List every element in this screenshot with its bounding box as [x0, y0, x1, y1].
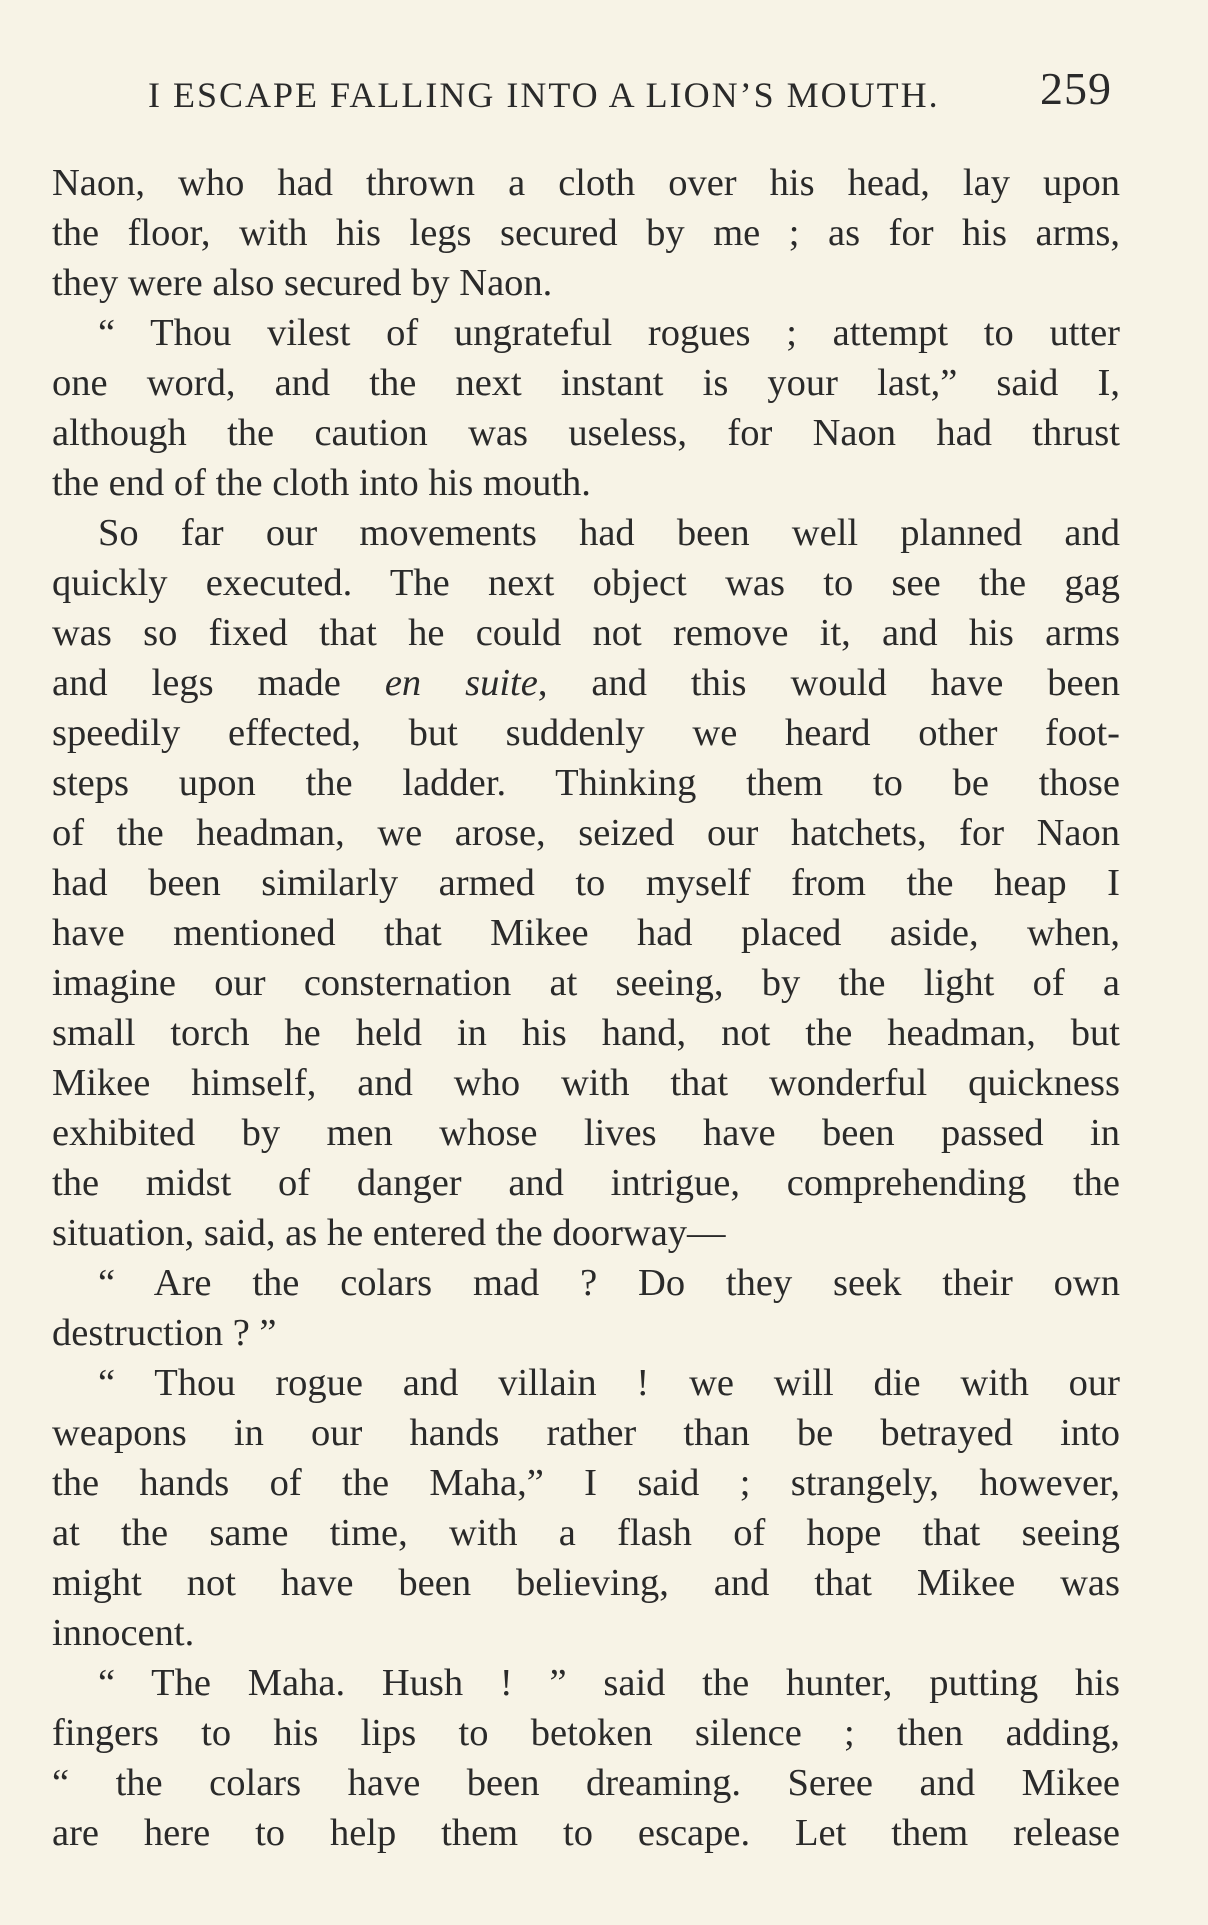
text-line: exhibited by men whose lives have been passed in — [52, 1112, 1120, 1154]
text-line: although the caution was useless, for Naon had thrust — [52, 412, 1120, 454]
text-line: the floor, with his legs secured by me ; as for his arms, — [52, 212, 1120, 254]
text-line: speedily effected, but suddenly we heard other foot- — [52, 712, 1120, 754]
page-number: 259 — [1040, 63, 1112, 114]
text-line: are here to help them to escape. Let them release — [52, 1812, 1120, 1854]
text-line: might not have been believing, and that Mikee was — [52, 1562, 1120, 1604]
text-line: small torch he held in his hand, not the headman, but — [52, 1012, 1120, 1054]
italic-phrase: en suite — [384, 662, 538, 704]
text-line: imagine our consternation at seeing, by the light of a — [52, 962, 1120, 1004]
body-text — [52, 158, 1120, 1858]
text-line: “ Are the colars mad ? Do they seek their own — [98, 1262, 1120, 1304]
text-line: “ The Maha. Hush ! ” said the hunter, putting his — [98, 1662, 1120, 1704]
text-line: one word, and the next instant is your last,” said I, — [52, 362, 1120, 404]
text-line: Naon, who had thrown a cloth over his head, lay upon — [52, 162, 1120, 204]
text-line: situation, said, as he entered the doorway— — [52, 1212, 726, 1254]
text-line: steps upon the ladder. Thinking them to be those — [52, 762, 1120, 804]
text-line: weapons in our hands rather than be betrayed into — [52, 1412, 1120, 1454]
text-line: Mikee himself, and who with that wonderful quickness — [52, 1062, 1120, 1104]
text-line: had been similarly armed to myself from the heap I — [52, 862, 1120, 904]
text-line: of the headman, we arose, seized our hatchets, for Naon — [52, 812, 1120, 854]
chapter-title: I ESCAPE FALLING INTO A LION’S MOUTH. — [148, 75, 940, 115]
text-line: have mentioned that Mikee had placed aside, when, — [52, 912, 1120, 954]
text-line: they were also secured by Naon. — [52, 262, 553, 304]
text-line: the end of the cloth into his mouth. — [52, 462, 591, 504]
text-line: fingers to his lips to betoken silence ; then adding, — [52, 1712, 1120, 1754]
text-line: and legs made en suite, and this would have been — [52, 662, 1120, 704]
text-line: “ Thou vilest of ungrateful rogues ; attempt to utter — [98, 312, 1120, 354]
text-line: So far our movements had been well planned and — [98, 512, 1120, 554]
text-line: “ the colars have been dreaming. Seree and Mikee — [52, 1762, 1120, 1804]
text-line: innocent. — [52, 1612, 195, 1654]
text-line: destruction ? ” — [52, 1312, 277, 1354]
text-line: quickly executed. The next object was to see the gag — [52, 562, 1120, 604]
text-line: the midst of danger and intrigue, comprehending the — [52, 1162, 1120, 1204]
running-head — [148, 63, 1112, 120]
text-line: “ Thou rogue and villain ! we will die with our — [98, 1362, 1120, 1404]
text-line: the hands of the Maha,” I said ; strangely, however, — [52, 1462, 1120, 1504]
text-line: at the same time, with a flash of hope that seeing — [52, 1512, 1120, 1554]
text-line: was so fixed that he could not remove it, and his arms — [52, 612, 1120, 654]
